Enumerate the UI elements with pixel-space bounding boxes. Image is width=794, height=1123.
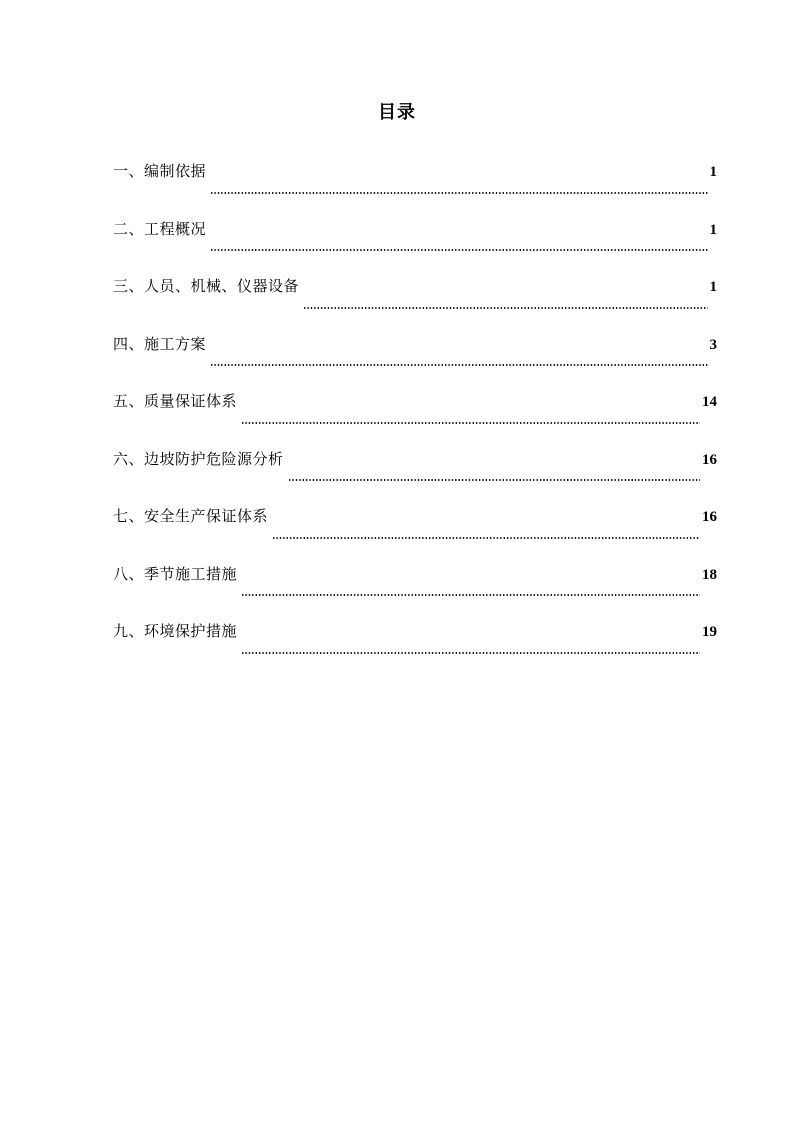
toc-entry-page-number: 1 <box>709 221 717 238</box>
toc-entry-label: 三、人员、机械、仪器设备 <box>113 277 300 295</box>
toc-entry-page-number: 1 <box>709 164 717 180</box>
toc-entry-label: 六、边坡防护危险源分析 <box>113 449 284 468</box>
toc-entry-page-number: 1 <box>709 279 717 295</box>
toc-entry-label: 九、环境保护措施 <box>113 622 238 640</box>
toc-entry[interactable] <box>113 331 717 389</box>
toc-entry[interactable] <box>113 446 717 504</box>
toc-entry[interactable] <box>113 618 717 676</box>
toc-entry-page-number: 19 <box>702 624 717 640</box>
toc-entry[interactable] <box>113 388 717 446</box>
toc-entry-label: 八、季节施工措施 <box>113 564 238 583</box>
toc-entry-page-number: 18 <box>702 566 717 583</box>
toc-entry[interactable] <box>113 216 717 274</box>
toc-dot-leader <box>241 422 700 424</box>
toc-dot-leader <box>241 652 700 654</box>
toc-entry-page-number: 16 <box>702 451 717 468</box>
toc-entry[interactable] <box>113 273 717 331</box>
toc-entry[interactable] <box>113 158 717 216</box>
toc-dot-leader <box>303 307 707 309</box>
toc-entry-label: 一、编制依据 <box>113 162 207 180</box>
toc-entry-label: 四、施工方案 <box>113 334 207 353</box>
toc-dot-leader <box>210 249 707 251</box>
toc-entry-label: 五、质量保证体系 <box>113 392 238 410</box>
toc-entry[interactable] <box>113 561 717 619</box>
toc-dot-leader <box>288 479 700 481</box>
toc-entry-page-number: 3 <box>709 336 717 353</box>
toc-list <box>113 158 717 676</box>
toc-title: 目录 <box>378 102 416 123</box>
toc-dot-leader <box>241 594 700 596</box>
toc-entry[interactable] <box>113 503 717 561</box>
toc-dot-leader <box>210 192 707 194</box>
toc-entry-label: 二、工程概况 <box>113 219 207 238</box>
toc-entry-page-number: 14 <box>702 394 717 410</box>
toc-entry-label: 七、安全生产保证体系 <box>113 507 269 525</box>
toc-dot-leader <box>272 537 700 539</box>
toc-entry-page-number: 16 <box>702 509 717 525</box>
toc-dot-leader <box>210 364 707 366</box>
